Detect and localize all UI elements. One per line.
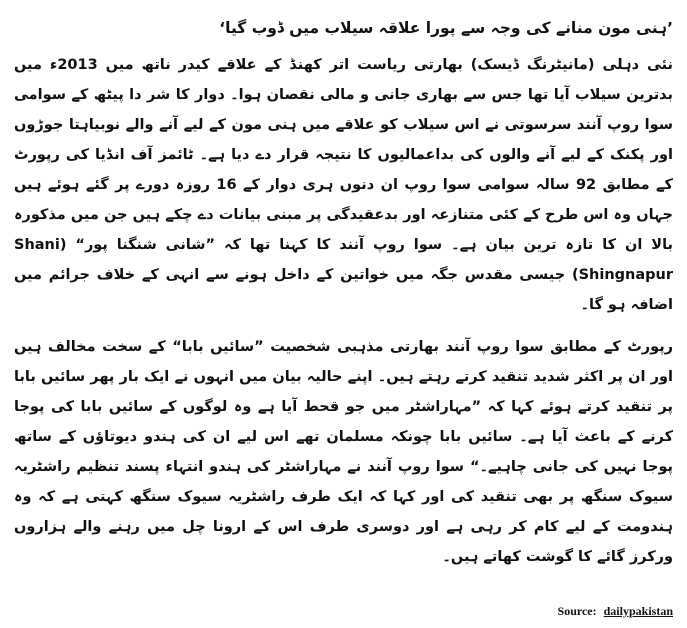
article-paragraph-1: نئی دہلی (مانیٹرنگ ڈیسک) بھارتی ریاست اتر کھنڈ کے علاقے کیدر ناتھ میں 2013ء میں بدترین سیلاب آیا تھا جس سے بھاری جانی و مالی نقصان ہوا۔ دوار کا شر دا پیٹھ کے سوامی سوا روپ آنند سرسوتی نے اس سیلاب کو علاقے میں ہنی مون کے لیے آنے والے نوبیاہتا جوڑوں اور پکنک کے لیے آنے والوں کی بداعمالیوں کا نتیجہ قرار دے دیا ہے۔ ٹائمز آف انڈیا کی رپورٹ کے مطابق 92 سالہ سوامی سوا روپ ان دنوں ہری دوار کے 16 روزہ دورے پر گئے ہوئے ہیں جہاں وہ اس طرح کے کئی متنازعہ اور بدعقیدگی پر مبنی بیانات دے چکے ہیں جن میں مذکورہ بالا ان کا تازہ ترین بیان ہے۔ سوا روپ آنند کا کہنا تھا کہ ”شانی شنگنا پور“ (Shani Shingnapur) جیسی مقدس جگہ میں خواتین کے داخل ہونے سے انہی کے خلاف جرائم میں اضافہ ہو گا۔	[14, 57, 674, 313]
article-paragraph-2: رپورٹ کے مطابق سوا روپ آنند بھارتی مذہبی شخصیت ”سائیں بابا“ کے سخت مخالف ہیں اور ان پر اکثر شدید تنقید کرتے رہتے ہیں۔ اپنے حالیہ بیان میں انہوں نے ایک بار پھر سائیں بابا پر تنقید کرتے ہوئے کہا کہ ”مہاراشٹر میں جو قحط آیا ہے وہ لوگوں کے سائیں بابا کی پوجا کرنے کے باعث آیا ہے۔ سائیں بابا چونکہ مسلمان تھے اس لیے ان کی ہندو دیوتاؤں کے ساتھ پوجا نہیں کی جانی چاہیے۔“ سوا روپ آنند نے مہاراشٹر کی ہندو انتہاء پسند تنظیم راشٹریہ سیوک سنگھ پر بھی تنقید کی اور کہا کہ ایک طرف راشٹریہ سیوک سنگھ کہتی ہے کہ وہ ہندومت کے لیے کام کر رہی ہے اور دوسری طرف اس کے ارونا چل میں رہنے والے ہزاروں ورکرز گائے کا گوشت کھاتے ہیں۔	[14, 339, 673, 565]
article	[14, 14, 673, 584]
article-headline: ’ہنی مون منانے کی وجہ سے پورا علاقہ سیلاب میں ڈوب گیا‘	[219, 19, 673, 37]
source-link[interactable]: dailypakistan	[603, 604, 673, 618]
source-label: Source:	[557, 604, 597, 618]
source-credit	[558, 604, 673, 619]
